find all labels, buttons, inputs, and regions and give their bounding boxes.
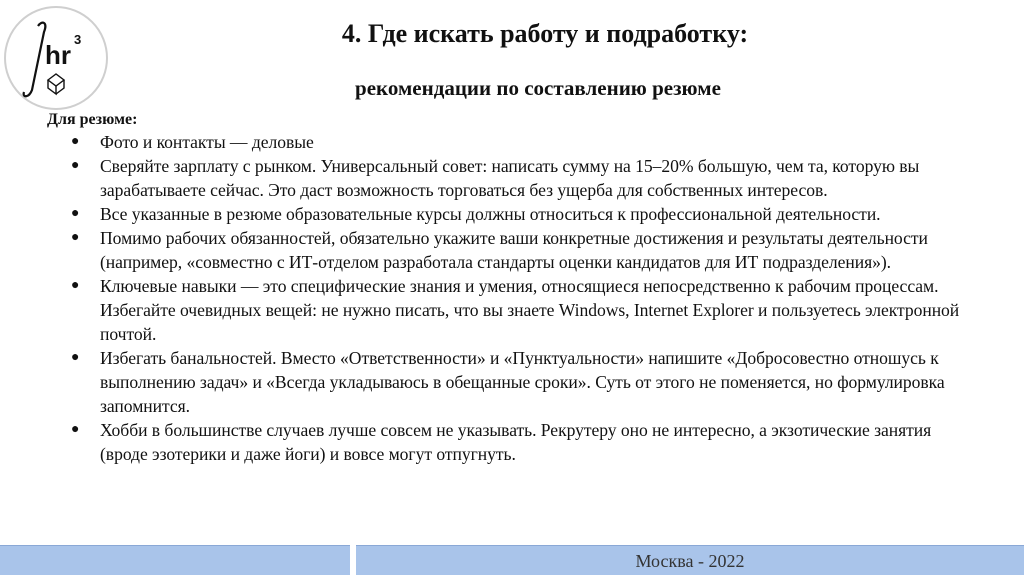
section-label: Для резюме: [47, 111, 138, 128]
list-item [0, 346, 980, 418]
footer-left-panel [0, 545, 350, 575]
bullet-icon: ● [71, 158, 80, 173]
list-item-text: Ключевые навыки — это специфические знания и умения, относящиеся непосредственно к рабочим процессам. Избегайте очевидных вещей: не нужно писать, что вы знаете Windows, Internet Explorer и пользуетесь электронной почтой. [100, 276, 960, 344]
list-item [0, 418, 980, 466]
list-item-text: Хобби в большинстве случаев лучше совсем не указывать. Рекрутеру оно не интересно, а экзотические занятия (вроде эзотерики и даже йоги) и вовсе могут отпугнуть. [100, 420, 932, 464]
page-title: 4. Где искать работу и подработку: [341, 19, 749, 48]
list-item [0, 202, 980, 226]
bullet-icon: ● [71, 230, 80, 245]
list-item [0, 274, 980, 346]
list-item-text: Избегать банальностей. Вместо «Ответственности» и «Пунктуальности» напишите «Добросовестно отношусь к выполнению задач» и «Всегда укладываюсь в обещанные сроки». Суть от этого не поменяется, но формулировка запомнится. [100, 348, 945, 416]
list-item-text: Фото и контакты — деловые [100, 132, 314, 152]
list-item-text: Все указанные в резюме образовательные курсы должны относиться к профессиональной деятельности. [100, 204, 881, 224]
bullet-icon: ● [71, 422, 80, 437]
list-item-text: Сверяйте зарплату с рынком. Универсальный совет: написать сумму на 15–20% большую, чем та, которую вы зарабатываете сейчас. Это даст возможность торговаться без ущерба для собственных интересов. [100, 156, 920, 200]
bullet-icon: ● [71, 350, 80, 365]
footer-location-year: Москва - 2022 [635, 551, 745, 571]
list-item [0, 130, 980, 154]
integral-logo-icon [2, 4, 110, 112]
list-item [0, 154, 980, 202]
logo-superscript: 3 [74, 32, 82, 47]
page-subtitle: рекомендации по составлению резюме [355, 76, 721, 100]
footer-bar [0, 545, 1024, 574]
list-item [0, 226, 980, 274]
list-item-text: Помимо рабочих обязанностей, обязательно укажите ваши конкретные достижения и результаты деятельности (например, «совместно с ИТ-отделом разработала стандарты оценки кандидатов для ИТ подразделения»). [100, 228, 928, 272]
bullet-icon: ● [71, 134, 80, 149]
hr3-logo [2, 4, 110, 112]
footer-right-panel [356, 545, 1024, 575]
recommendations-list [0, 130, 1000, 466]
bullet-icon: ● [71, 278, 80, 293]
logo-text: hr [45, 40, 71, 70]
bullet-icon: ● [71, 206, 80, 221]
